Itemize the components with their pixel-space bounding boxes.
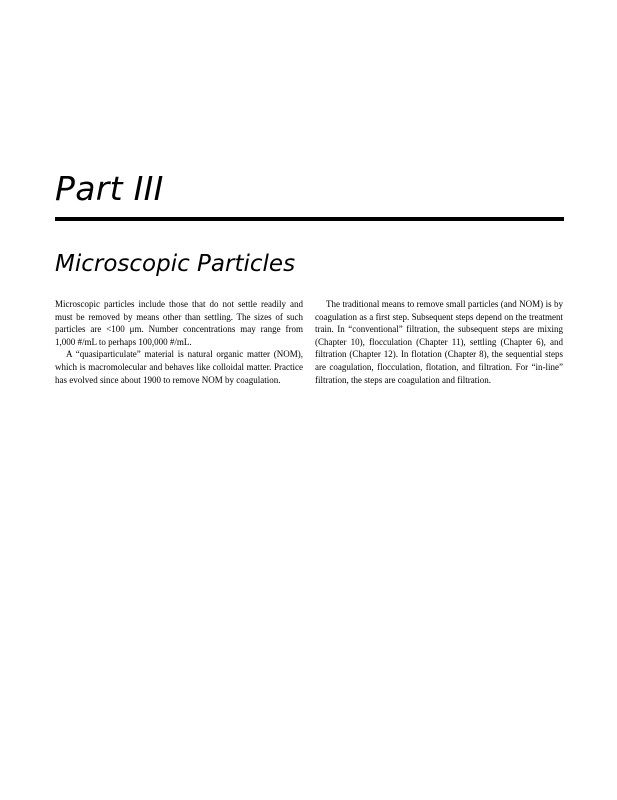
right-column [315, 298, 563, 386]
paragraph: The traditional means to remove small particles (and NOM) is by coagulation as a first step. Subsequent steps depend on the treatment train. In “conventional” filtration, the subsequent steps are mixing (Chapter 10), flocculation (Chapter 11), settling (Chapter 6), and filtration (Chapter 12). In flotation (Chapter 8), the sequential steps are coagulation, flocculation, flotation, and filtration. For “in-line” filtration, the steps are coagulation and filtration. [315, 299, 563, 385]
title-rule [55, 217, 564, 221]
section-title: Microscopic Particles [55, 251, 296, 277]
left-column [55, 298, 303, 386]
part-title: Part III [55, 169, 164, 208]
paragraph: Microscopic particles include those that do not settle readily and must be removed by means other than settling. The sizes of such particles are <100 μm. Number concentrations may range from 1,000 #/mL to perhaps 100,000 #/mL. [55, 299, 303, 347]
paragraph: A “quasiparticulate” material is natural organic matter (NOM), which is macromolecular and behaves like colloidal matter. Practice has evolved since about 1900 to remove NOM by coagulation. [55, 349, 303, 385]
